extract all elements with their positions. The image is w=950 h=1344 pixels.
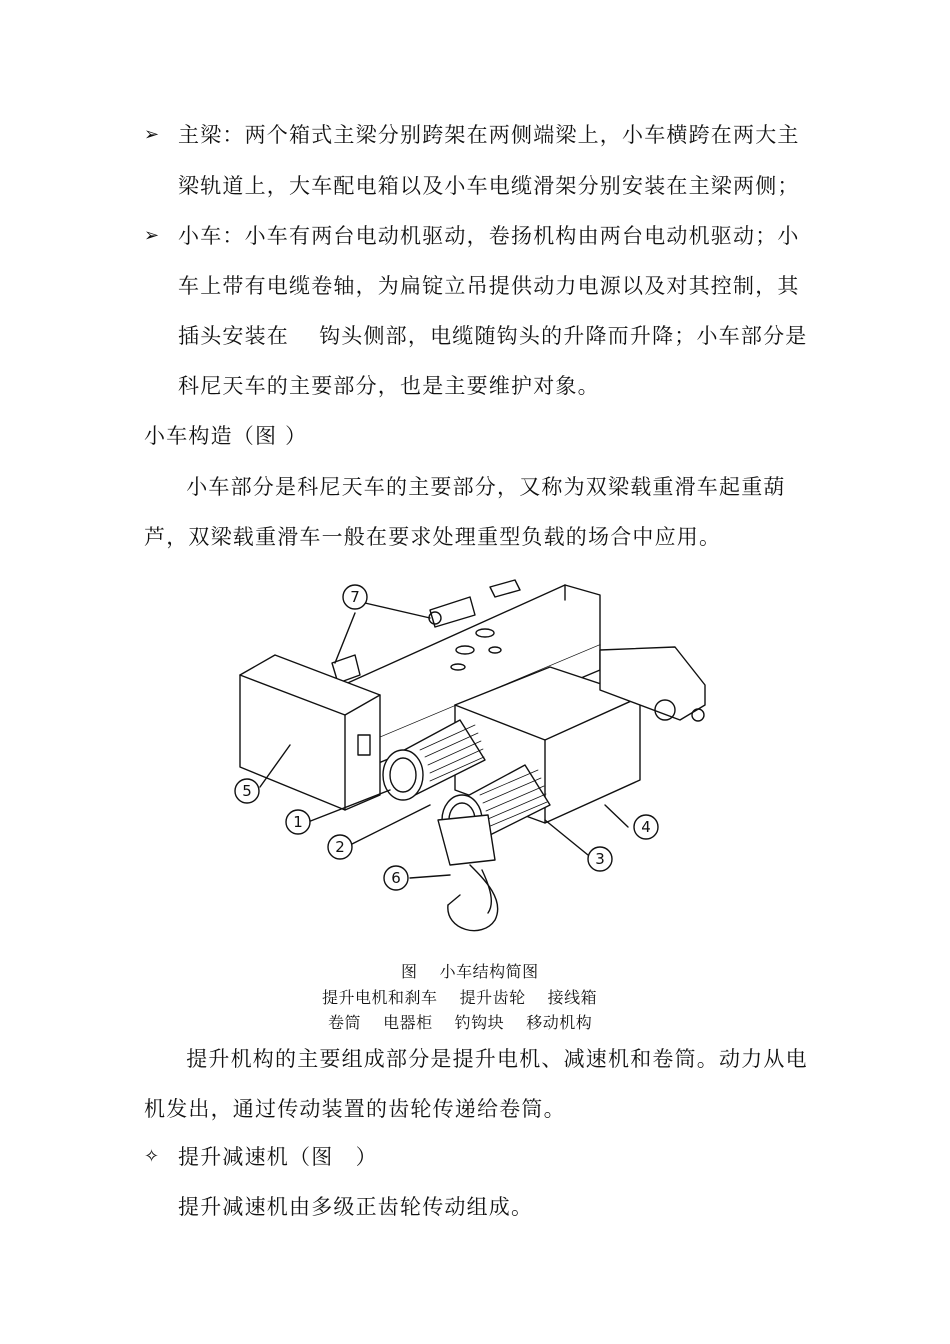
bullet-arrow-icon: ➢ (144, 124, 160, 145)
trolley-intro-line-1: 小车部分是科尼天车的主要部分，又称为双梁载重滑车起重葫 (164, 475, 786, 499)
hoist-text-line-1: 提升机构的主要组成部分是提升电机、减速机和卷筒。动力从电 (164, 1047, 808, 1071)
trolley-line-3: 插头安装在 钩头侧部，电缆随钩头的升降而升降；小车部分是 (178, 324, 808, 348)
figure-caption-line-2: 卷筒 电器柜 钓钩块 移动机构 (328, 1013, 593, 1032)
callout-1: 1 (293, 813, 303, 831)
callout-6: 6 (391, 869, 401, 887)
trolley-intro-line-2: 芦，双梁载重滑车一般在要求处理重型负载的场合中应用。 (144, 525, 722, 549)
main-beam-line-1: 主梁：两个箱式主梁分别跨架在两侧端梁上，小车横跨在两大主 (178, 123, 800, 147)
bullet-diamond-icon: ✧ (144, 1146, 160, 1167)
main-beam-line-2: 梁轨道上，大车配电箱以及小车电缆滑架分别安装在主梁两侧； (178, 174, 800, 198)
figure-caption-title: 图 小车结构简图 (401, 962, 539, 981)
trolley-structure-diagram (220, 575, 740, 955)
trolley-line-1: 小车：小车有两台电动机驱动，卷扬机构由两台电动机驱动；小 (178, 224, 800, 248)
callout-5: 5 (242, 782, 252, 800)
reducer-heading: 提升减速机（图 ） (178, 1145, 378, 1169)
callout-2: 2 (335, 838, 345, 856)
callout-4: 4 (641, 818, 651, 836)
trolley-line-4: 科尼天车的主要部分，也是主要维护对象。 (178, 374, 600, 398)
bullet-arrow-icon: ➢ (144, 225, 160, 246)
callout-3: 3 (595, 850, 605, 868)
trolley-structure-heading: 小车构造（图 ） (144, 424, 308, 448)
callout-7: 7 (350, 588, 360, 606)
figure-caption-line-1: 提升电机和刹车 提升齿轮 接线箱 (322, 988, 598, 1007)
trolley-line-2: 车上带有电缆卷轴，为扁锭立吊提供动力电源以及对其控制，其 (178, 274, 800, 298)
hoist-text-line-2: 机发出，通过传动装置的齿轮传递给卷筒。 (144, 1097, 566, 1121)
reducer-text: 提升减速机由多级正齿轮传动组成。 (178, 1195, 534, 1219)
